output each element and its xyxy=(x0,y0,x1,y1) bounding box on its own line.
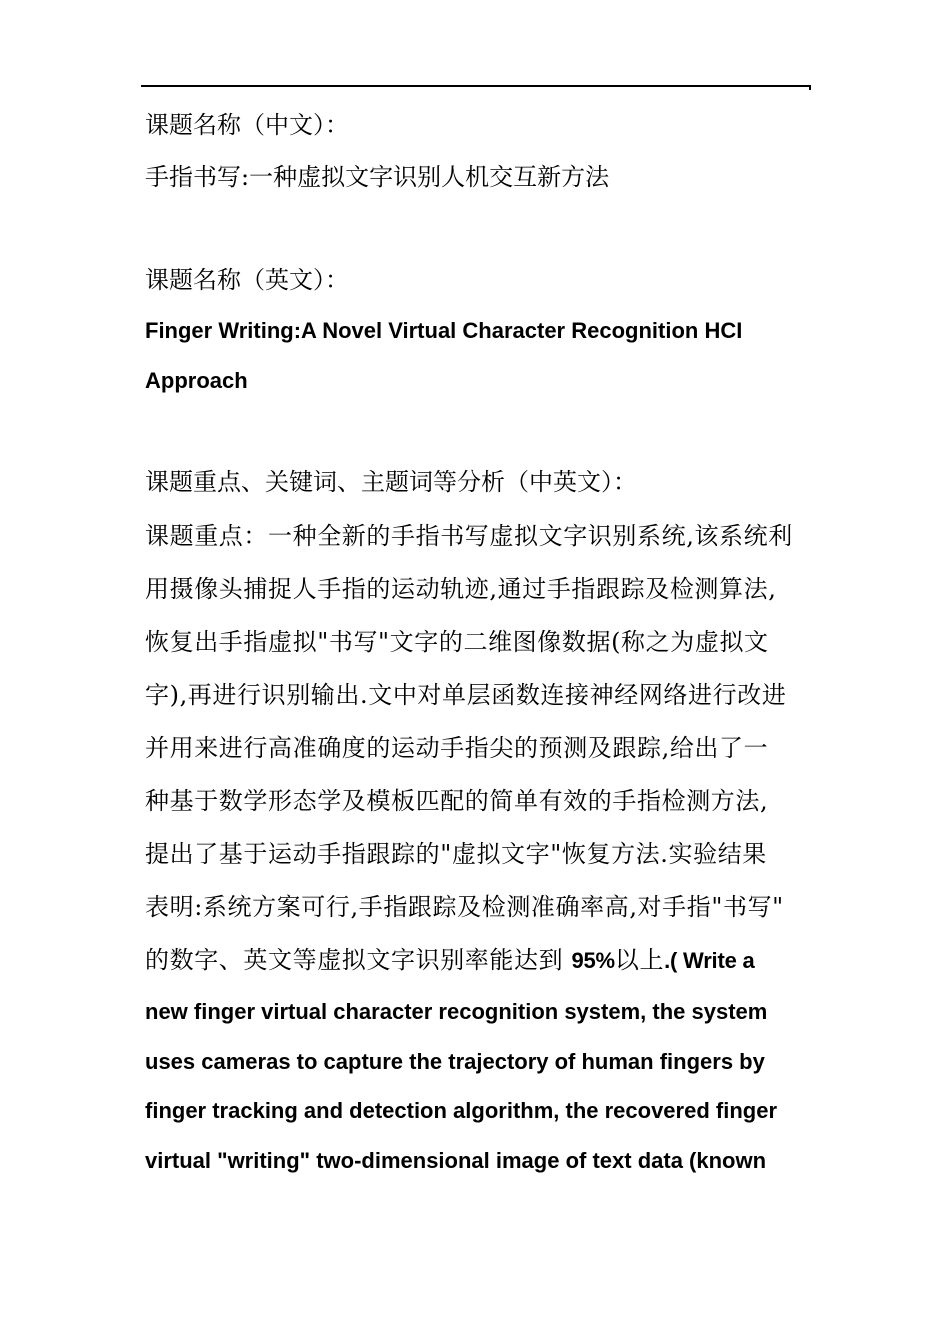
analysis-mixed-line xyxy=(145,945,755,976)
title-en-line-1: Finger Writing:A Novel Virtual Character Recognition HCI xyxy=(145,318,743,343)
analysis-en-line-1: new finger virtual character recognition system, the system xyxy=(145,999,768,1024)
analysis-cn-line-2: 用摄像头捕捉人手指的运动轨迹,通过手指跟踪及检测算法, xyxy=(145,575,777,603)
analysis-cn-line-4: 字),再进行识别输出.文中对单层函数连接神经网络进行改进 xyxy=(145,681,787,709)
mixed-cn-a: 的数字、英文等虚拟文字识别率能达到 xyxy=(145,946,572,974)
analysis-cn-line-5: 并用来进行高准确度的运动手指尖的预测及跟踪,给出了一 xyxy=(145,734,769,762)
title-en-label: 课题名称（英文）： xyxy=(145,266,349,294)
mixed-cn-b: 以上 xyxy=(614,946,665,974)
mixed-en: .( Write a xyxy=(664,948,755,973)
title-cn-label: 课题名称（中文）： xyxy=(145,111,349,139)
analysis-en-line-4: virtual "writing" two-dimensional image of text data (known xyxy=(145,1148,767,1173)
analysis-cn-line-3: 恢复出手指虚拟"书写"文字的二维图像数据(称之为虚拟文 xyxy=(145,628,769,656)
title-cn: 手指书写:一种虚拟文字识别人机交互新方法 xyxy=(145,163,610,191)
analysis-en-line-3: finger tracking and detection algorithm, the recovered finger xyxy=(145,1098,778,1123)
mixed-number: 95% xyxy=(571,948,615,973)
analysis-cn-line-6: 种基于数学形态学及模板匹配的简单有效的手指检测方法, xyxy=(145,787,769,815)
analysis-label: 课题重点、关键词、主题词等分析（中英文）： xyxy=(145,468,637,496)
analysis-cn-line-1: 课题重点：一种全新的手指书写虚拟文字识别系统,该系统利 xyxy=(145,522,793,550)
title-en-line-2: Approach xyxy=(145,368,248,393)
analysis-cn-line-7: 提出了基于运动手指跟踪的"虚拟文字"恢复方法.实验结果 xyxy=(145,840,767,868)
header-rule xyxy=(141,85,811,87)
analysis-cn-line-8: 表明:系统方案可行,手指跟踪及检测准确率高,对手指"书写" xyxy=(145,893,784,921)
analysis-en-line-2: uses cameras to capture the trajectory of human fingers by xyxy=(145,1049,765,1074)
header-rule-tick xyxy=(809,85,811,90)
